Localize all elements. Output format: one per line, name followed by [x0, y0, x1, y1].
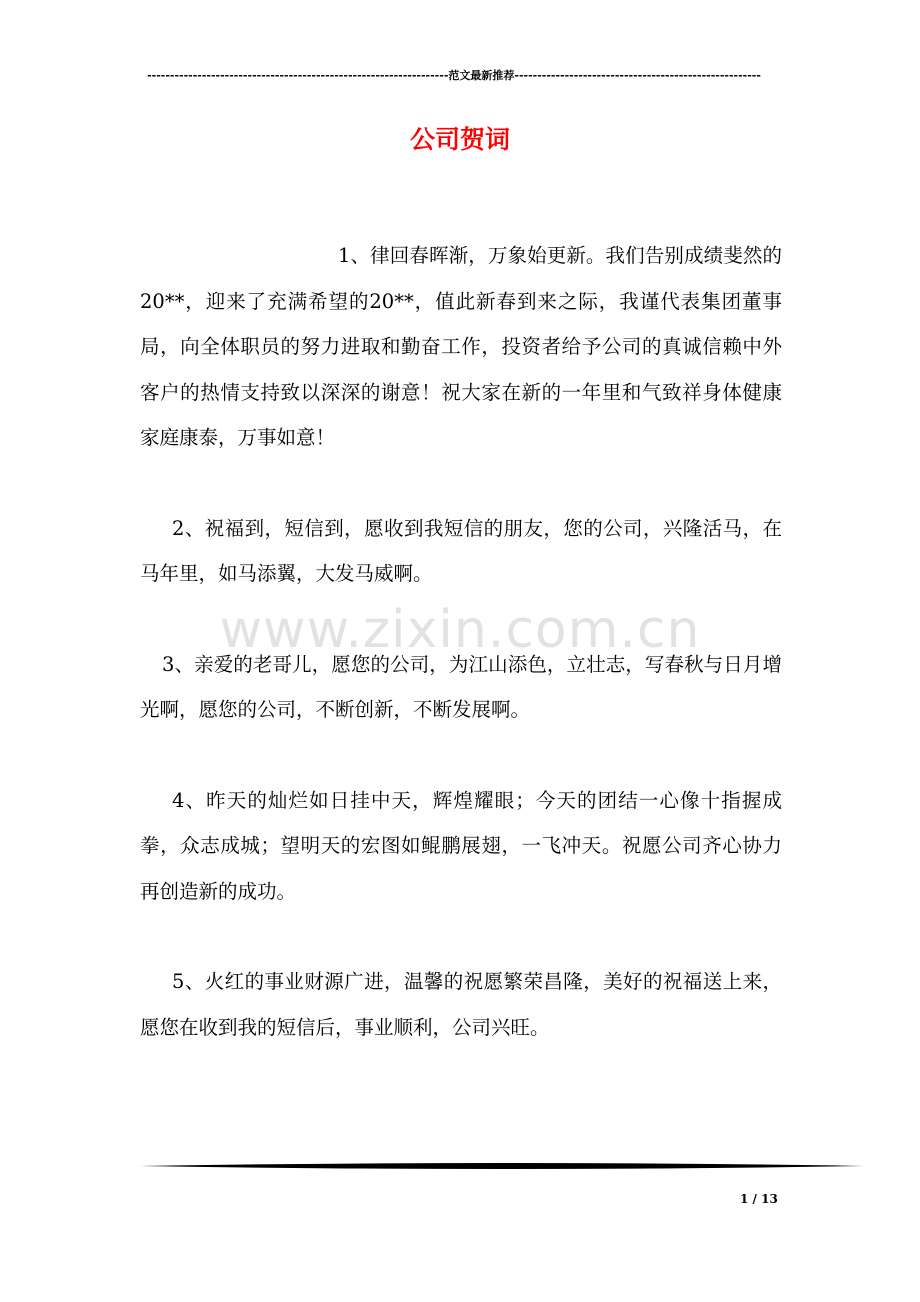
- watermark: www.zixin.com.cn: [219, 600, 701, 660]
- footer-divider: [140, 1162, 864, 1170]
- header-banner: ------------------------------------------------------------------范文最新推荐------------------------------------------------------: [147, 69, 761, 82]
- paragraph-2: 2、祝福到，短信到，愿收到我短信的朋友，您的公司，兴隆活马，在马年里，如马添翼，大发马威啊。: [140, 516, 782, 585]
- document-body: [140, 233, 782, 1050]
- paragraph-5: 5、火红的事业财源广进，温馨的祝愿繁荣昌隆，美好的祝福送上来，愿您在收到我的短信后，事业顺利，公司兴旺。: [140, 970, 782, 1039]
- paragraph-1: 1、律回春晖渐，万象始更新。我们告别成绩斐然的20**，迎来了充满希望的20**，值此新春到来之际，我谨代表集团董事局，向全体职员的努力进取和勤奋工作，投资者给予公司的真诚信赖中外客户的热情支持致以深深的谢意！祝大家在新的一年里和气致祥身体健康家庭康泰，万事如意！: [140, 244, 782, 449]
- paragraph-4: 4、昨天的灿烂如日挂中天，辉煌耀眼；今天的团结一心像十指握成拳，众志成城；望明天的宏图如鲲鹏展翅，一飞冲天。祝愿公司齐心协力再创造新的成功。: [140, 788, 782, 903]
- paragraph-3: 3、亲爱的老哥儿，愿您的公司，为江山添色，立壮志，写春秋与日月增光啊，愿您的公司，不断创新，不断发展啊。: [140, 652, 782, 721]
- document-title: 公司贺词: [409, 125, 510, 154]
- page-number: 1 / 13: [740, 1192, 778, 1206]
